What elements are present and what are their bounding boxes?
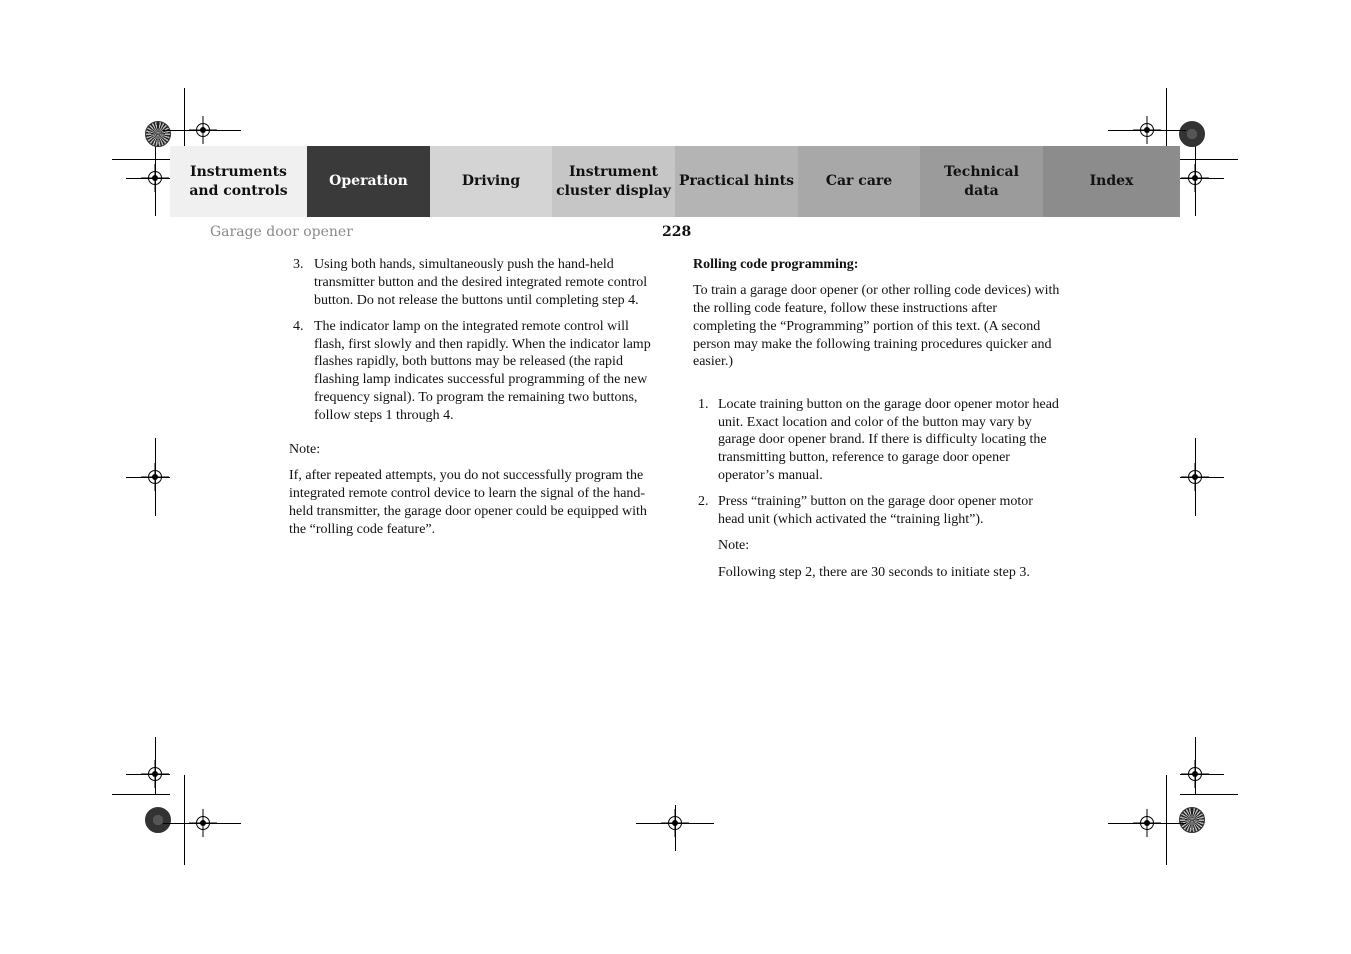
list-item [289,256,657,309]
list-item [289,318,657,425]
note-label: Note: [289,442,321,458]
section-nav [170,146,1180,217]
tab-instruments-and-controls[interactable] [170,146,307,217]
step-text: Locate training button on the garage door opener motor head unit. Exact location and color of the button may vary by garage door opener brand. If there is difficulty locating the transmitting button, reference to garage door opener operator’s manual. [718,396,1059,483]
tab-instrument-cluster-display[interactable] [552,146,675,217]
intro-text: To train a garage door opener (or other rolling code devices) with the rolling code feature, follow these instructions after completing the “Programming” portion of this text. (A second person may make the following training procedures quicker and easier.) [693,283,1060,370]
note-text: If, after repeated attempts, you do not successfully program the integrated remote control device to learn the signal of the hand-held transmitter, the garage door opener could be equipped with the “rolling code feature”. [289,468,647,537]
step-number: 1. [698,396,709,412]
tab-practical-hints[interactable] [675,146,798,217]
tab-label: Technical data [944,163,1019,199]
tab-label: Driving [461,173,521,189]
tab-car-care[interactable] [798,146,920,217]
tab-label: Instrument cluster display [556,163,671,199]
tab-label: Operation [329,173,408,189]
left-column [289,256,657,547]
tab-driving[interactable] [430,146,552,217]
step-text: Press “training” button on the garage door opener motor head unit (which activated the “training light”). [718,494,1033,528]
list-item [693,396,1061,485]
list-item [693,493,1061,529]
rosette-mark-icon [1179,121,1205,147]
step-number: 2. [698,494,709,510]
note-label: Note: [718,538,750,554]
section-title: Garage door opener [210,224,353,240]
page-number: 228 [662,224,692,240]
right-column [693,256,1061,590]
rosette-mark-icon [1179,807,1205,833]
rosette-mark-icon [145,121,171,147]
tab-operation[interactable] [307,146,430,217]
tab-label: Instruments and controls [189,163,288,199]
rosette-mark-icon [145,807,171,833]
tab-index[interactable] [1043,146,1180,217]
tab-label: Practical hints [678,173,795,189]
step-number: 3. [293,257,304,272]
step-number: 4. [293,318,304,334]
section-heading: Rolling code programming: [693,257,859,272]
tab-technical-data[interactable] [920,146,1043,217]
step-text: Using both hands, simultaneously push the hand-held transmitter button and the desired integrated remote control button. Do not release the buttons until completing step 4. [314,257,648,308]
step-text: The indicator lamp on the integrated remote control will flash, first slowly and then rapidly. When the indicator lamp flashes rapidly, both buttons may be released (the rapid flashing lamp indicates successful programming of the new frequency signal). To program the remaining two buttons, follow steps 1 through 4. [314,318,651,423]
note-text: Following step 2, there are 30 seconds to initiate step 3. [718,564,1030,580]
tab-label: Car care [825,173,893,189]
tab-label: Index [1089,173,1134,189]
